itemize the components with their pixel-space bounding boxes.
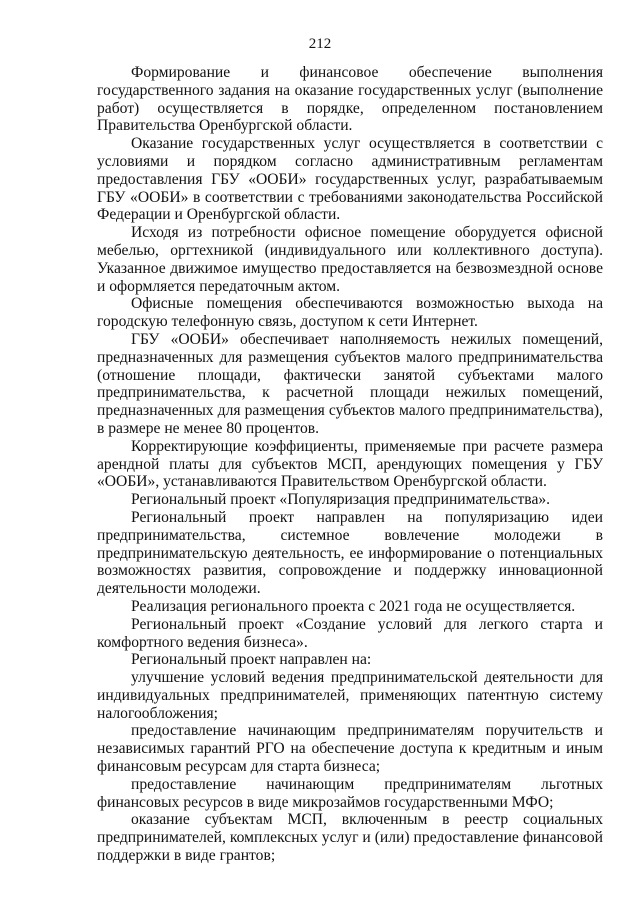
paragraph: Региональный проект направлен на: <box>131 651 372 669</box>
paragraph: Реализация регионального проекта с 2021 года не осуществляется. <box>131 597 576 615</box>
project-heading: Региональный проект «Популяризация предпринимательства». <box>131 491 551 509</box>
page-number: 212 <box>308 36 332 52</box>
paragraph: Корректирующие коэффициенты, применяемые при расчете размера арендной платы для субъектов МСП, арендующих помещения у ГБУ «ООБИ», устанавливаются Правительством Оренбургской области. <box>97 437 603 491</box>
paragraph: Офисные помещения обеспечиваются возможностью выхода на городскую телефонную связь, доступом к сети Интернет. <box>97 295 603 331</box>
paragraph: Формирование и финансовое обеспечение выполнения государственного задания на оказание государственных услуг (выполнение работ) осуществляется в порядке, определенном постановлением Правительства Оренбургской области. <box>97 64 603 135</box>
list-item: улучшение условий ведения предпринимательской деятельности для индивидуальных предпринимателей, применяющих патентную систему налогообложения; <box>97 669 603 722</box>
document-body <box>97 64 603 865</box>
list-item: оказание субъектам МСП, включенным в реестр социальных предпринимателей, комплексных услуг и (или) предоставление финансовой поддержки в виде грантов; <box>97 811 603 865</box>
list-item: предоставление начинающим предпринимателям льготных финансовых ресурсов в виде микрозаймов государственными МФО; <box>97 775 603 811</box>
paragraph: ГБУ «ООБИ» обеспечивает наполняемость нежилых помещений, предназначенных для размещения субъектов малого предпринимательства (отношение площади, фактически занятой субъектами малого предпринимательства, к расчетной площади нежилых помещений, предназначенных для размещения субъектов малого предпринимательства), в размере не менее 80 процентов. <box>97 330 603 437</box>
paragraph: Региональный проект направлен на популяризацию идеи предпринимательства, системное вовлечение молодежи в предпринимательскую деятельность, ее информирование о потенциальных возможностях развития, сопровождение и поддержку инновационной деятельности молодежи. <box>97 508 603 598</box>
paragraph: Исходя из потребности офисное помещение оборудуется офисной мебелью, оргтехникой (индивидуального или коллективного доступа). Указанное движимое имущество предоставляется на безвозмездной основе и оформляется передаточным актом. <box>97 224 603 295</box>
list-item: предоставление начинающим предпринимателям поручительств и независимых гарантий РГО на обеспечение доступа к кредитным и иным финансовым ресурсам для старта бизнеса; <box>97 722 603 776</box>
paragraph: Оказание государственных услуг осуществляется в соответствии с условиями и порядком согласно административным регламентам предоставления ГБУ «ООБИ» государственных услуг, разрабатываемым ГБУ «ООБИ» в соответствии с требованиями законодательства Российской Федерации и Оренбургской области. <box>97 135 603 224</box>
project-heading: Региональный проект «Создание условий для легкого старта и комфортного ведения бизнеса». <box>97 615 603 651</box>
